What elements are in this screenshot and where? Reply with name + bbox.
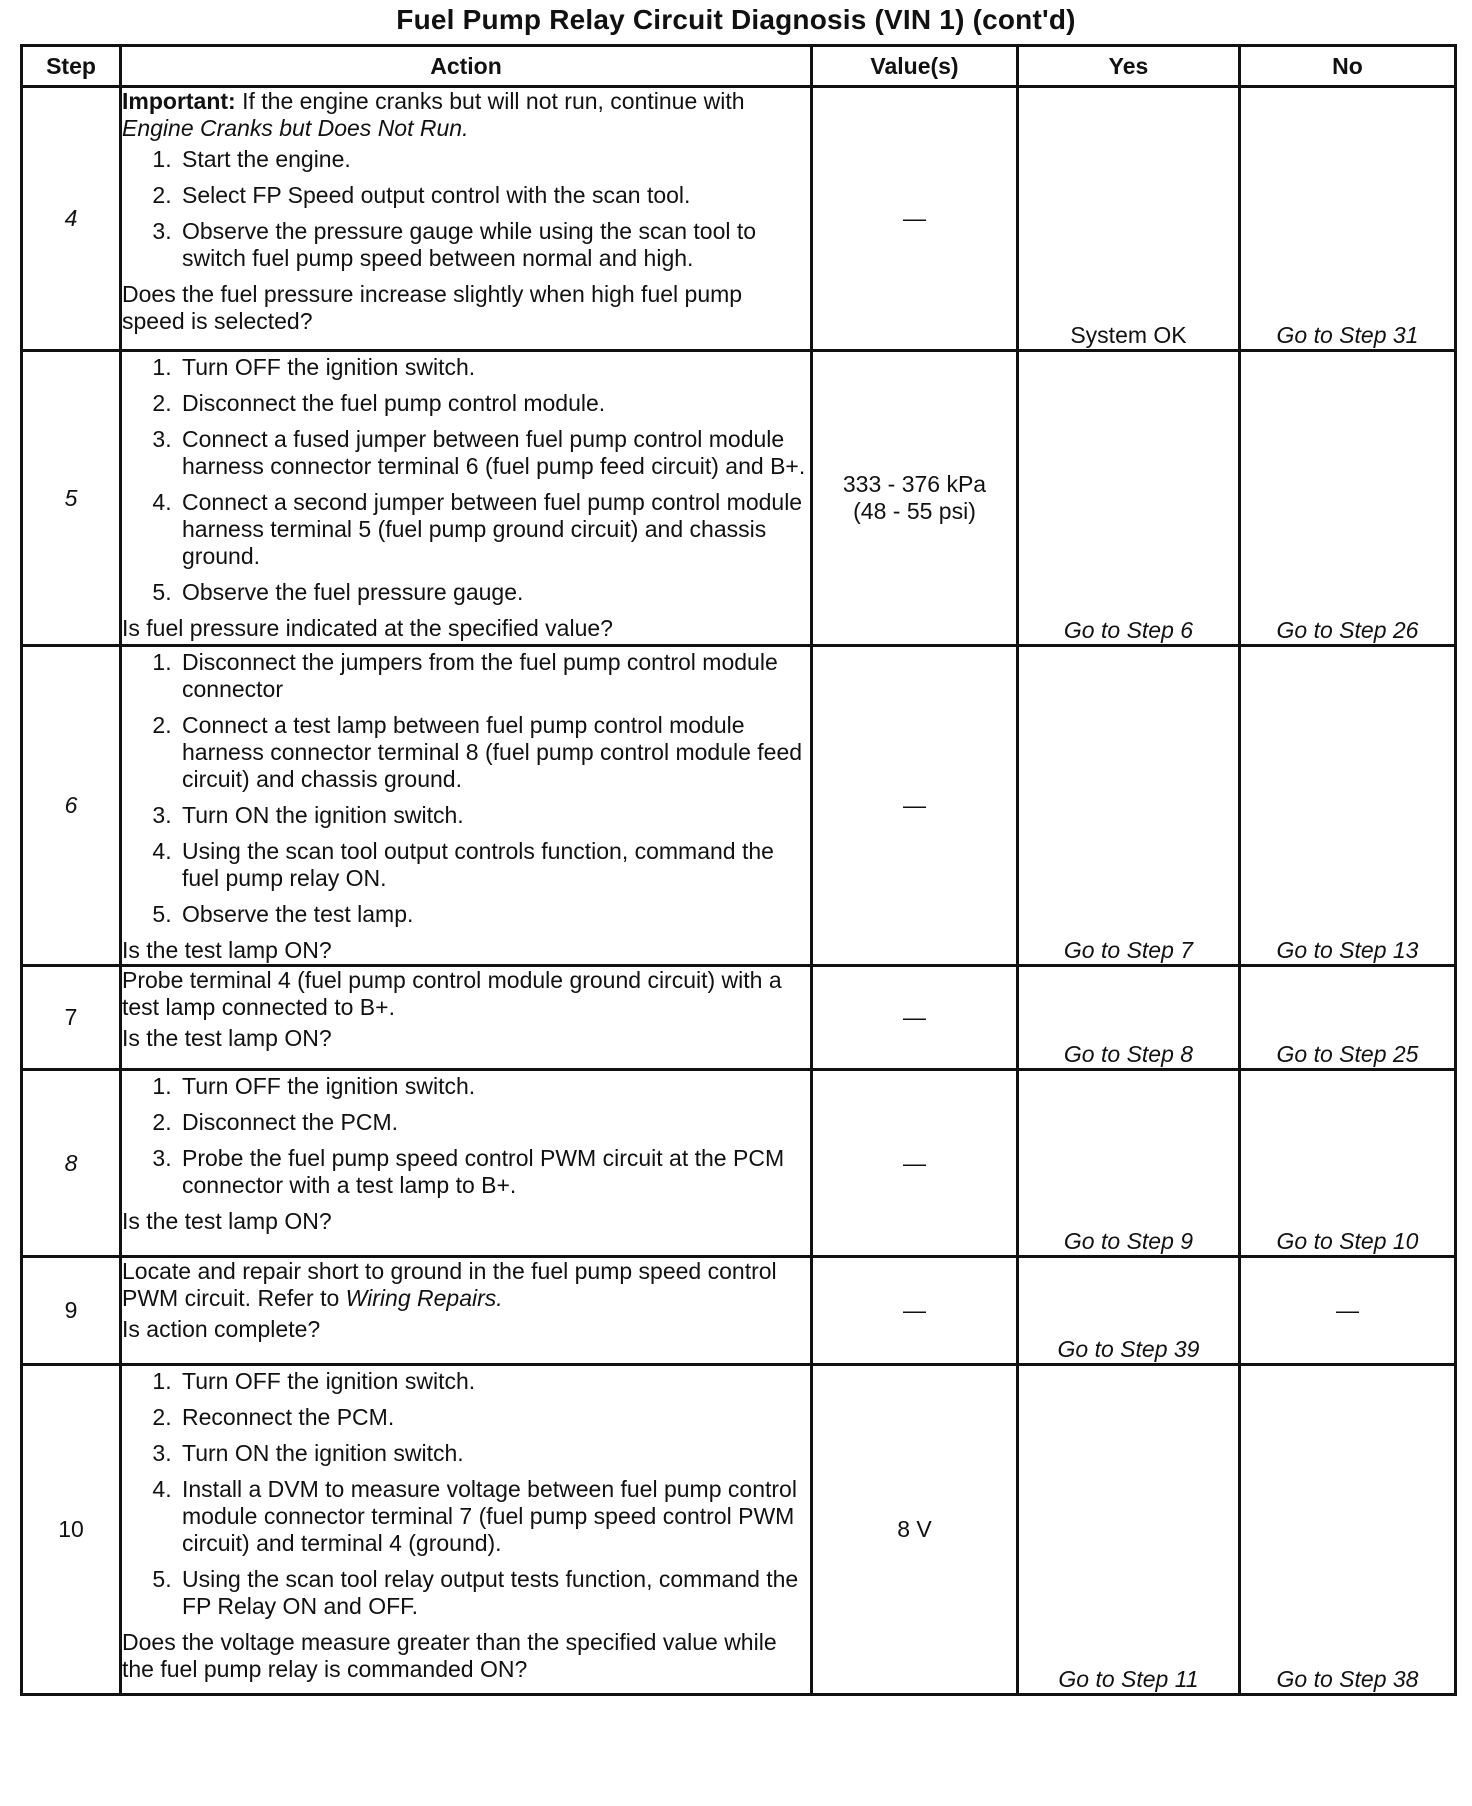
action-cell xyxy=(121,87,812,351)
question-text: Does the fuel pressure increase slightly when high fuel pump speed is selected? xyxy=(122,281,743,334)
important-label: Important: xyxy=(122,88,236,114)
no-cell: Go to Step 31 xyxy=(1240,87,1456,351)
list-item: 2. Connect a test lamp between fuel pump control module harness connector terminal 8 (fuel pump control module feed circuit) and chassis ground. xyxy=(178,712,810,793)
list-item: 4. Using the scan tool output controls function, command the fuel pump relay ON. xyxy=(178,838,810,892)
header-no: No xyxy=(1240,46,1456,87)
list-item: 1. Disconnect the jumpers from the fuel pump control module connector xyxy=(178,649,810,703)
table-row xyxy=(22,351,1456,646)
list-item: 4. Install a DVM to measure voltage between fuel pump control module connector terminal 7 (fuel pump speed control PWM circuit) and terminal 4 (ground). xyxy=(178,1476,810,1557)
value-text: 333 - 376 kPa xyxy=(842,471,987,497)
action-cell xyxy=(121,351,812,646)
action-cell xyxy=(121,1070,812,1257)
table-row xyxy=(22,87,1456,351)
list-item: 2. Select FP Speed output control with the scan tool. xyxy=(178,182,810,209)
value-cell xyxy=(812,87,1018,351)
list-item: 5. Observe the fuel pressure gauge. xyxy=(178,579,810,606)
procedure-list xyxy=(122,1073,810,1199)
reference-link: Engine Cranks but Does Not Run. xyxy=(122,115,469,141)
list-item: 1. Turn OFF the ignition switch. xyxy=(178,1073,810,1100)
procedure-list xyxy=(122,146,810,272)
value-cell xyxy=(812,646,1018,966)
yes-cell: Go to Step 9 xyxy=(1018,1070,1240,1257)
list-item: 1. Turn OFF the ignition switch. xyxy=(178,1368,810,1395)
value-cell xyxy=(812,966,1018,1070)
procedure-list xyxy=(122,354,810,606)
reference-link: Wiring Repairs. xyxy=(345,1285,503,1311)
action-text xyxy=(122,1258,810,1312)
table-row xyxy=(22,1070,1456,1257)
step-number: 7 xyxy=(22,966,121,1070)
table-row xyxy=(22,1365,1456,1695)
yes-cell: Go to Step 6 xyxy=(1018,351,1240,646)
procedure-list xyxy=(122,649,810,928)
list-item: 5. Using the scan tool relay output tests function, command the FP Relay ON and OFF. xyxy=(178,1566,810,1620)
yes-cell: Go to Step 7 xyxy=(1018,646,1240,966)
value-text: — xyxy=(903,1149,926,1176)
list-item: 4. Connect a second jumper between fuel pump control module harness terminal 5 (fuel pump ground circuit) and chassis ground. xyxy=(178,489,810,570)
yes-cell: Go to Step 8 xyxy=(1018,966,1240,1070)
list-item: 3. Probe the fuel pump speed control PWM circuit at the PCM connector with a test lamp to B+. xyxy=(178,1145,810,1199)
list-item: 3. Turn ON the ignition switch. xyxy=(178,802,810,829)
step-number: 5 xyxy=(22,351,121,646)
list-item: 3. Connect a fused jumper between fuel pump control module harness connector terminal 6 (fuel pump feed circuit) and B+. xyxy=(178,426,810,480)
question-text: Is the test lamp ON? xyxy=(122,1208,332,1234)
list-item: 2. Disconnect the fuel pump control module. xyxy=(178,390,810,417)
header-row xyxy=(22,46,1456,87)
step-number: 4 xyxy=(22,87,121,351)
no-cell: Go to Step 13 xyxy=(1240,646,1456,966)
step-number: 9 xyxy=(22,1257,121,1365)
question-text: Is the test lamp ON? xyxy=(122,937,332,963)
value-cell xyxy=(812,1257,1018,1365)
list-item: 1. Turn OFF the ignition switch. xyxy=(178,354,810,381)
value-text: — xyxy=(903,1004,926,1030)
step-number: 6 xyxy=(22,646,121,966)
table-row xyxy=(22,646,1456,966)
action-cell xyxy=(121,646,812,966)
list-item: 1. Start the engine. xyxy=(178,146,810,173)
header-values: Value(s) xyxy=(812,46,1018,87)
value-text: — xyxy=(903,792,926,818)
question-text: Is action complete? xyxy=(122,1316,321,1342)
value-cell xyxy=(812,351,1018,646)
action-cell xyxy=(121,1257,812,1365)
step-number: 8 xyxy=(22,1070,121,1257)
important-note xyxy=(122,88,810,142)
header-action: Action xyxy=(121,46,812,87)
no-cell: Go to Step 10 xyxy=(1240,1070,1456,1257)
no-cell: — xyxy=(1240,1257,1456,1365)
page-title: Fuel Pump Relay Circuit Diagnosis (VIN 1) (cont'd) xyxy=(396,4,1076,35)
yes-cell: Go to Step 11 xyxy=(1018,1365,1240,1695)
diagnosis-table xyxy=(20,44,1457,1696)
header-yes: Yes xyxy=(1018,46,1240,87)
action-text: Probe terminal 4 (fuel pump control module ground circuit) with a test lamp connected to B+. xyxy=(122,967,782,1020)
header-step: Step xyxy=(22,46,121,87)
procedure-list xyxy=(122,1368,810,1620)
list-item: 3. Turn ON the ignition switch. xyxy=(178,1440,810,1467)
action-cell xyxy=(121,1365,812,1695)
value-cell xyxy=(812,1070,1018,1257)
value-text: (48 - 55 psi) xyxy=(853,498,976,524)
list-item: 2. Disconnect the PCM. xyxy=(178,1109,810,1136)
no-cell: Go to Step 25 xyxy=(1240,966,1456,1070)
no-cell: Go to Step 26 xyxy=(1240,351,1456,646)
value-text: 8 V xyxy=(897,1516,932,1542)
value-text: — xyxy=(903,1297,926,1323)
action-text-main: Locate and repair short to ground in the fuel pump speed control PWM circuit. Refer to xyxy=(122,1258,777,1311)
table-row xyxy=(22,1257,1456,1365)
value-text: — xyxy=(903,205,926,231)
yes-cell: System OK xyxy=(1018,87,1240,351)
value-cell xyxy=(812,1365,1018,1695)
list-item: 5. Observe the test lamp. xyxy=(178,901,810,928)
step-number: 10 xyxy=(22,1365,121,1695)
important-text: If the engine cranks but will not run, continue with xyxy=(242,88,745,114)
yes-cell: Go to Step 39 xyxy=(1018,1257,1240,1365)
action-cell xyxy=(121,966,812,1070)
list-item: 3. Observe the pressure gauge while using the scan tool to switch fuel pump speed between normal and high. xyxy=(178,218,810,272)
list-item: 2. Reconnect the PCM. xyxy=(178,1404,810,1431)
question-text: Is fuel pressure indicated at the specified value? xyxy=(122,615,613,641)
no-cell: Go to Step 38 xyxy=(1240,1365,1456,1695)
question-text: Is the test lamp ON? xyxy=(122,1025,332,1051)
table-row xyxy=(22,966,1456,1070)
question-text: Does the voltage measure greater than the specified value while the fuel pump relay is commanded ON? xyxy=(122,1629,777,1682)
